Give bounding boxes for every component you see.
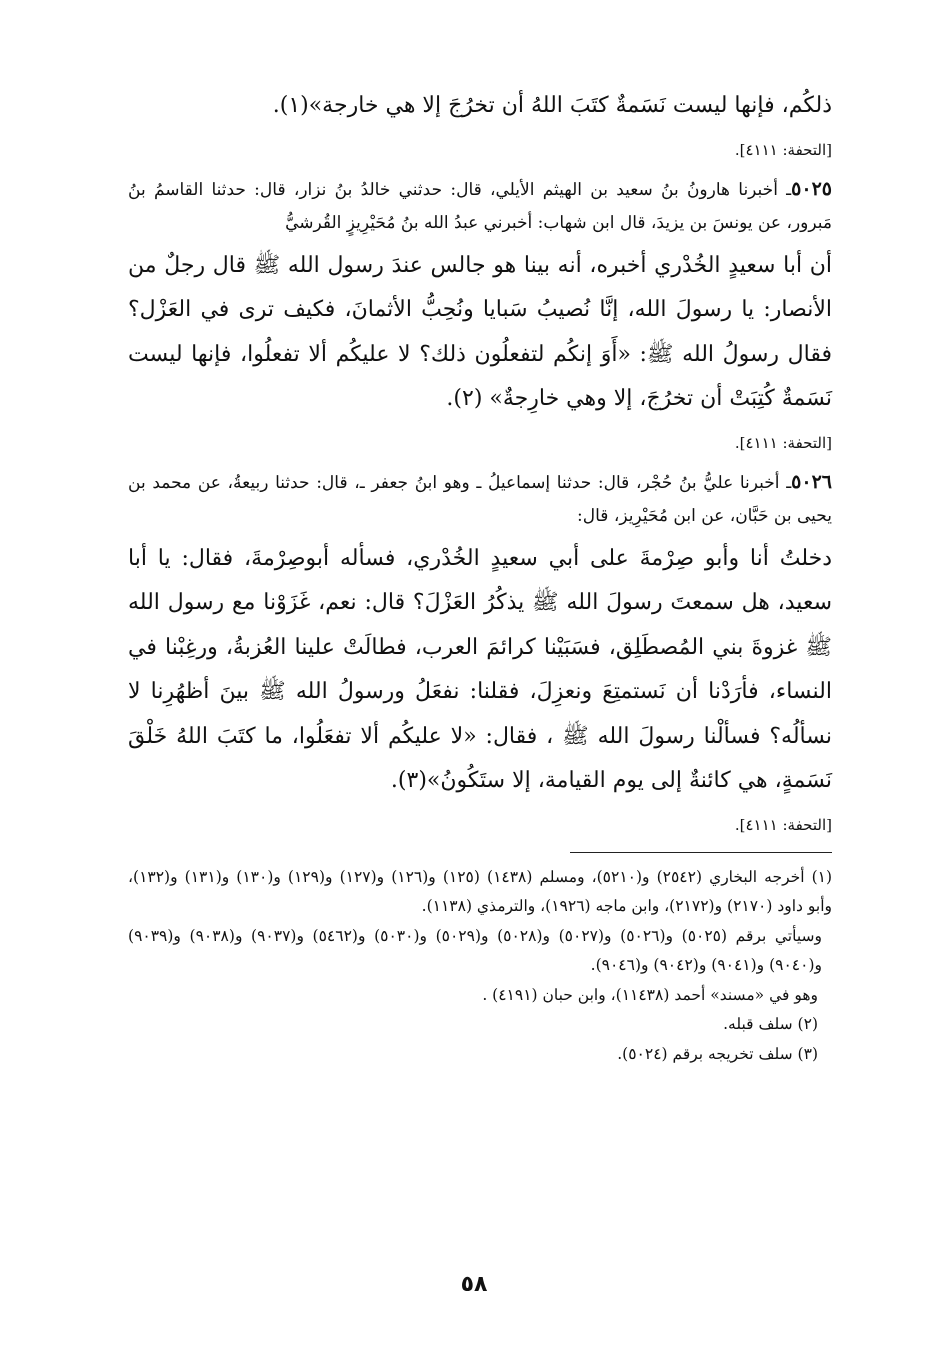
page-body xyxy=(128,84,832,1069)
tuhfa-reference: [التحفة: ٤١١١]. xyxy=(734,433,832,452)
isnad-text: ـ أخبرنا هارونُ بنُ سعيد بن الهيثم الأيلي، قال: حدثني خالدُ بنُ نزار، قال: حدثنا القاسمُ بنُ مَبرور، عن يونسَ بن يزيدَ، قال ابن شهاب: أخبرني عبدُ الله بنُ مُحَيْرِيزٍ القُرشيُّ xyxy=(128,179,832,233)
footnote-1-continued: وسيأتي برقم (٥٠٢٥) و(٥٠٢٦) و(٥٠٢٧) و(٥٠٢٨) و(٥٠٢٩) و(٥٠٣٠) و(٥٤٦٢) و(٩٠٣٧) و(٩٠٣٨) و(٩٠٣٩) و(٩٠٤٠) و(٩٠٤١) و(٩٠٤٢) و(٩٠٤٦). xyxy=(128,926,822,974)
page-number: ٥٨ xyxy=(460,1272,488,1297)
footnote-3: (٣) سلف تخريجه برقم (٥٠٢٤). xyxy=(617,1044,818,1063)
footnote-divider xyxy=(570,852,832,853)
isnad-text: ـ أخبرنا عليُّ بنُ حُجْر، قال: حدثنا إسماعيلُ ـ وهو ابنُ جعفر ـ، قال: حدثنا ربيعةُ، عن محمد بن يحيى بن حَبَّان، عن ابن مُحَيْرِيز، قال: xyxy=(128,472,832,526)
hadith-number: ٥٠٢٥ xyxy=(791,177,832,200)
opening-line: ذلكُم، فإنها ليست نَسَمةٌ كتَبَ اللهُ أن تخرُجَ إلا هي خارجة»(١). xyxy=(272,93,832,118)
footnote-2: (٢) سلف قبله. xyxy=(723,1015,818,1033)
hadith-5026-text: دخلتُ أنا وأبو صِرْمةَ على أبي سعيدٍ الخُدْري، فسأله أبوصِرْمةَ، فقال: يا أبا سعيد، هل سمعتَ رسولَ الله ﷺ يذكُرُ العَزْلَ؟ قال: نعم، غَزَوْنا مع رسول الله ﷺ غزوةَ بني المُصطَلِق، فسَبَيْنا كرائمَ العرب، فطالَتْ علينا العُزبةُ، ورغِبْنا في النساء، فأرَدْنا أن نَستمتِعَ ونعزِلَ، فقلنا: نفعَلُ ورسولُ الله ﷺ بينَ أظهُرِنا لا نسألُه؟ فسألْنا رسولَ الله ﷺ ، فقال: «لا عليكُم ألا تفعَلُوا، ما كتَبَ اللهُ خَلْقَ نَسَمةٍ، هي كائنةٌ إلى يوم القيامة، إلا ستَكُونُ»(٣). xyxy=(128,545,833,793)
hadith-number: ٥٠٢٦ xyxy=(791,470,832,493)
hadith-5025-isnad xyxy=(128,173,832,240)
footnote-1: (١) أخرجه البخاري (٢٥٤٢) و(٥٢١٠)، ومسلم (١٤٣٨) (١٢٥) و(١٢٦) و(١٢٧) و(١٢٩) و(١٣٠) و(١٣١) و(١٣٢)، وأبو داود (٢١٧٠) و(٢١٧٢)، وابن ماجه (١٩٢٦)، والترمذي (١١٣٨). xyxy=(128,867,833,915)
tuhfa-reference: [التحفة: ٤١١١]. xyxy=(734,140,832,159)
hadith-5026-isnad xyxy=(128,466,832,533)
footnote-1-continued: وهو في «مسند» أحمد (١١٤٣٨)، وابن حبان (٤١٩١) . xyxy=(482,985,818,1004)
footnotes xyxy=(128,863,832,1070)
tuhfa-reference: [التحفة: ٤١١١]. xyxy=(734,815,832,834)
hadith-5025-text: أن أبا سعيدٍ الخُدْري أخبره، أنه بينا هو جالس عندَ رسول الله ﷺ قال رجلٌ من الأنصار: يا رسولَ الله، إنَّا نُصيبُ سَبايا ونُحِبُّ الأثمانَ، فكيف ترى في العَزْل؟ فقال رسولُ الله ﷺ: «أَوَ إنكُم لتفعلُون ذلك؟ لا عليكُم ألا تفعلُوا، فإنها ليست نَسَمةٌ كُتِبَتْ أن تخرُجَ، إلا وهي خارِجةٌ» (٢). xyxy=(128,252,832,411)
